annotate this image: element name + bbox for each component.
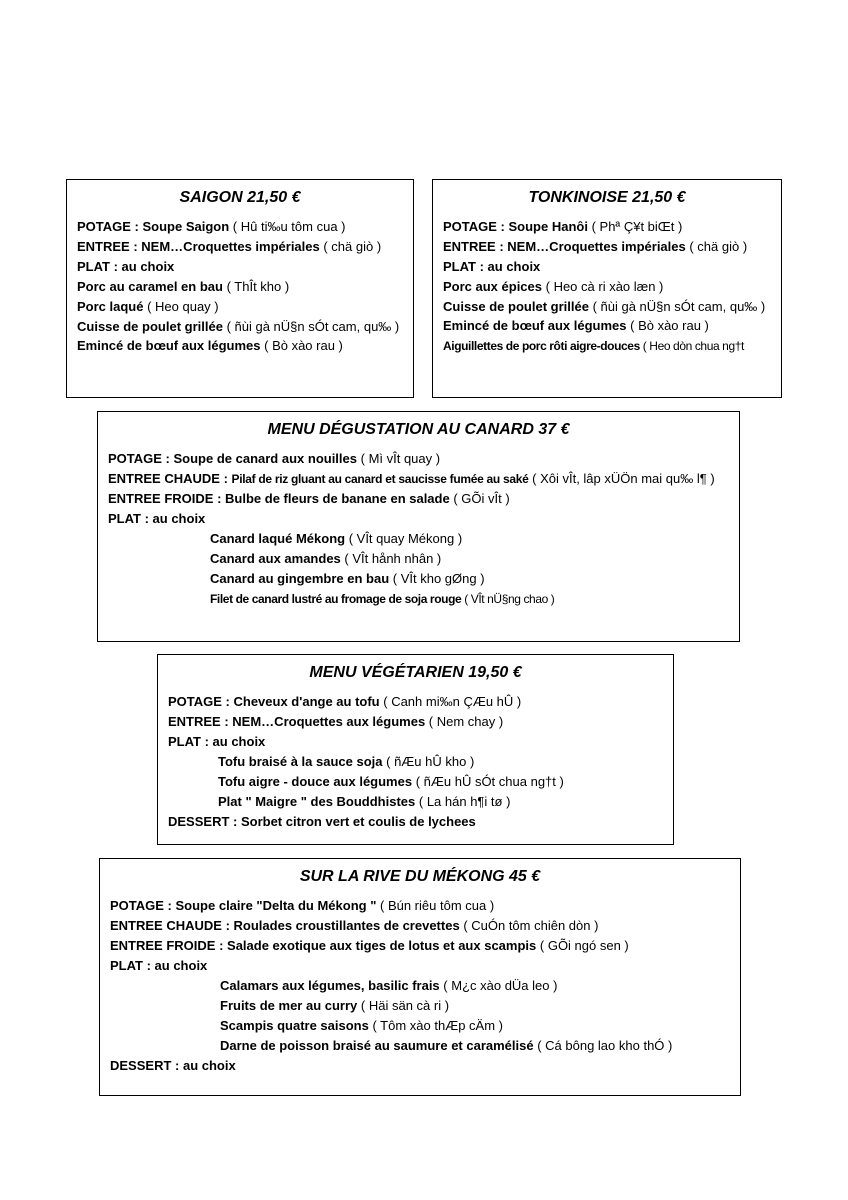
menu-item: Filet de canard lustré au fromage de soja rouge ( VÎt nÜ§ng chao ) xyxy=(210,592,555,606)
menu-item: Aiguillettes de porc rôti aigre-douces ( Heo dòn chua ng†t xyxy=(443,339,744,353)
menu-vegetarien xyxy=(157,654,674,845)
menu-item: Fruits de mer au curry ( Häi sän cà ri ) xyxy=(220,998,450,1013)
menu-line-potage: POTAGE : Soupe de canard aux nouilles ( Mì vÎt quay ) xyxy=(108,451,441,466)
menu-line-plat: PLAT : au choix xyxy=(168,734,266,749)
menu-line-plat: PLAT : au choix xyxy=(77,259,175,274)
menu-item: Porc au caramel en bau ( ThÎt kho ) xyxy=(77,279,290,294)
menu-line-potage: POTAGE : Soupe Saigon ( Hû ti‰u tôm cua ) xyxy=(77,219,346,234)
menu-line-entree-froide: ENTREE FROIDE : Bulbe de fleurs de banane en salade ( GÕi vÎt ) xyxy=(108,491,510,506)
menu-line-entree-froide: ENTREE FROIDE : Salade exotique aux tiges de lotus et aux scampis ( GÕi ngó sen ) xyxy=(110,938,629,953)
menu-item: Tofu braisé à la sauce soja ( ñÆu hÛ kho ) xyxy=(218,754,475,769)
menu-saigon xyxy=(66,179,414,398)
menu-line-dessert: DESSERT : au choix xyxy=(110,1058,236,1073)
menu-line-entree: ENTREE : NEM…Croquettes impériales ( chä giò ) xyxy=(77,239,382,254)
menu-line-entree: ENTREE : NEM…Croquettes aux légumes ( Nem chay ) xyxy=(168,714,504,729)
menu-item: Plat " Maigre " des Bouddhistes ( La hán h¶i tø ) xyxy=(218,794,511,809)
menu-item: Darne de poisson braisé au saumure et caramélisé ( Cá bông lao kho thÓ ) xyxy=(220,1038,673,1053)
menu-item: Scampis quatre saisons ( Tôm xào thÆp cÄm ) xyxy=(220,1018,503,1033)
menu-line-entree-chaude: ENTREE CHAUDE : Pilaf de riz gluant au canard et saucisse fumée au saké ( Xôi vÎt, lâp xÜÖn mai qu‰ l¶ ) xyxy=(108,471,715,486)
menu-item: Calamars aux légumes, basilic frais ( M¿c xào dÜa leo ) xyxy=(220,978,558,993)
menu-line-plat: PLAT : au choix xyxy=(443,259,541,274)
menu-line-potage: POTAGE : Soupe claire "Delta du Mékong " ( Bún riêu tôm cua ) xyxy=(110,898,495,913)
menu-item: Emincé de bœuf aux légumes ( Bò xào rau ) xyxy=(443,318,709,333)
menu-line-entree-chaude: ENTREE CHAUDE : Roulades croustillantes de crevettes ( CuÓn tôm chiên dòn ) xyxy=(110,918,599,933)
menu-item: Emincé de bœuf aux légumes ( Bò xào rau ) xyxy=(77,338,343,353)
menu-line-potage: POTAGE : Soupe Hanôi ( Phª Ç¥t biŒt ) xyxy=(443,219,683,234)
menu-item: Canard au gingembre en bau ( VÎt kho gØng ) xyxy=(210,571,485,586)
menu-item: Cuisse de poulet grillée ( ñùi gà nÜ§n sÓt cam, qu‰ ) xyxy=(443,299,766,314)
menu-title: SAIGON 21,50 € xyxy=(179,189,301,206)
menu-item: Porc aux épices ( Heo cà ri xào læn ) xyxy=(443,279,664,294)
menu-rive-mekong xyxy=(99,858,741,1096)
menu-title: MENU VÉGÉTARIEN 19,50 € xyxy=(309,664,522,681)
menu-item: Cuisse de poulet grillée ( ñùi gà nÜ§n sÓt cam, qu‰ ) xyxy=(77,319,400,334)
menu-item: Canard laqué Mékong ( VÎt quay Mékong ) xyxy=(210,531,463,546)
menu-line-dessert: DESSERT : Sorbet citron vert et coulis de lychees xyxy=(168,814,476,829)
menu-line-entree: ENTREE : NEM…Croquettes impériales ( chä giò ) xyxy=(443,239,748,254)
menu-title: SUR LA RIVE DU MÉKONG 45 € xyxy=(299,868,541,885)
menu-line-potage: POTAGE : Cheveux d'ange au tofu ( Canh mi‰n ÇÆu hÛ ) xyxy=(168,694,522,709)
menu-title: MENU DÉGUSTATION AU CANARD 37 € xyxy=(267,421,570,438)
menu-degustation-canard xyxy=(97,411,740,642)
menu-item: Porc laqué ( Heo quay ) xyxy=(77,299,219,314)
menu-item: Canard aux amandes ( VÎt hånh nhân ) xyxy=(210,551,442,566)
menu-line-plat: PLAT : au choix xyxy=(110,958,208,973)
menu-tonkinoise xyxy=(432,179,782,398)
menu-title: TONKINOISE 21,50 € xyxy=(528,189,686,206)
menu-item: Tofu aigre - douce aux légumes ( ñÆu hÛ sÓt chua ng†t ) xyxy=(218,774,564,789)
menu-line-plat: PLAT : au choix xyxy=(108,511,206,526)
